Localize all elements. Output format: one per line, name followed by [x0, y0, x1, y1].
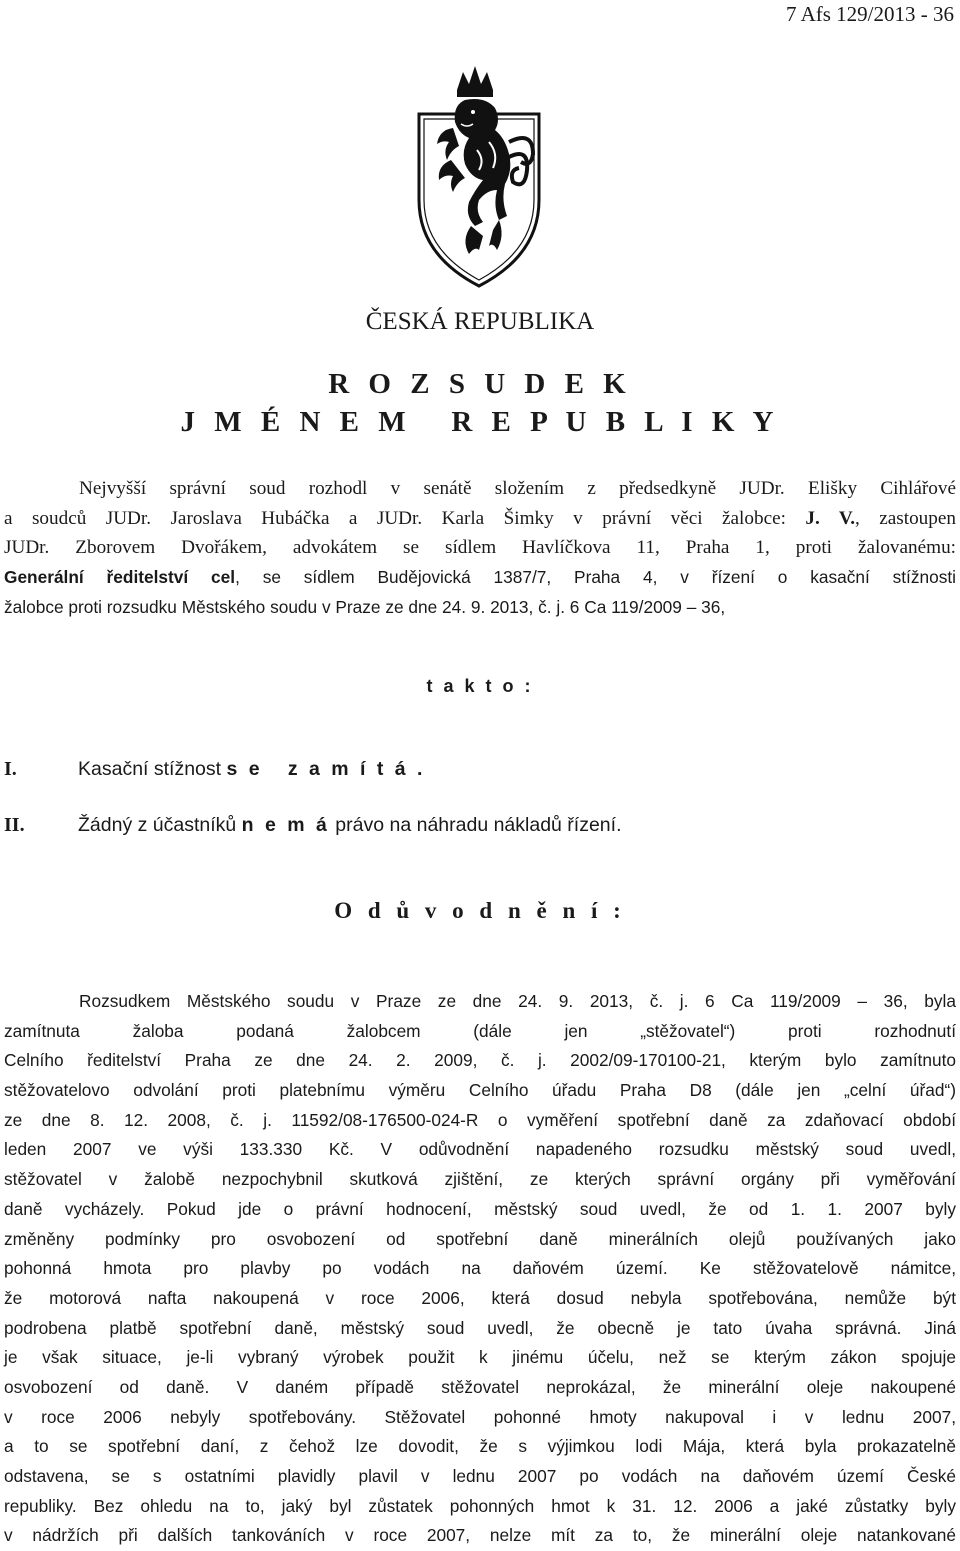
ruling-number: I.: [4, 758, 17, 780]
reasoning-line: odstavena, se s ostatními plavidly plavil v lednu 2007 po vodách na daňovém území České: [4, 1466, 956, 1486]
reasoning-line: stěžovatel v žalobě nezpochybnil skutková zjištění, ze kterých správní orgány při vyměřování: [4, 1169, 956, 1190]
ruling-text-after: právo na náhradu nákladů řízení.: [329, 814, 622, 836]
reasoning-line: je však situace, je-li vybraný výrobek použit k jinému účelu, než se kterým zákon spojuje: [4, 1347, 956, 1368]
intro-line-2a: a soudců JUDr. Jaroslava Hubáčka a JUDr. Karla Šimky v právní věci žalobce:: [4, 507, 806, 529]
ruling-item: [4, 814, 622, 837]
ruling-decision: n e m á: [241, 814, 330, 836]
reasoning-line: změněny podmínky pro osvobození od spotřební daně minerálních olejů používaných jako: [4, 1228, 956, 1249]
intro-line-3: JUDr. Zborovem Dvořákem, advokátem se sídlem Havlíčkova 11, Praha 1, proti žalovanému:: [4, 537, 956, 559]
reasoning-line: Celního ředitelství Praha ze dne 24. 2. 2009, č. j. 2002/09-170100-21, kterým bylo zamítnuto: [4, 1050, 956, 1071]
reasoning-line: daně vycházely. Pokud jde o právní hodnocení, městský soud uvedl, že od 1. 1. 2007 byly: [4, 1198, 956, 1219]
case-reference: 7 Afs 129/2013 - 36: [786, 2, 954, 26]
intro-line-4: [4, 563, 956, 593]
ruling-text: Kasační stížnost: [78, 758, 227, 780]
country-heading: ČESKÁ REPUBLIKA: [365, 308, 595, 335]
reasoning-line: osvobození od daně. V daném případě stěžovatel neprokázal, že minerální oleje nakoupené: [4, 1376, 956, 1397]
reasoning-line: stěžovatelovo odvolání proti platebnímu výměru Celního úřadu Praha D8 (dále jen „celní úřad“): [4, 1080, 956, 1101]
reasoning-line: v nádržích při dalších tankováních v roce 2007, nelze mít za to, že minerální oleje natankované: [4, 1525, 956, 1546]
verdict-subheading: J M É N E M R E P U B L I K Y: [180, 406, 780, 438]
reasoning-line: a to se spotřební daní, z čehož lze dovodit, že s výjimkou lodi Mája, která byla prokazatelně: [4, 1436, 956, 1457]
czech-lion-coat-of-arms-icon: [413, 50, 545, 290]
ruling-decision: s e z a m í t á .: [226, 758, 426, 780]
defendant-name: Generální ředitelství cel: [4, 567, 236, 588]
intro-line-1: Nejvyšší správní soud rozhodl v senátě složením z předsedkyně JUDr. Elišky Cihlářové: [79, 478, 956, 499]
plaintiff-name: J. V.: [805, 507, 856, 529]
takto-heading: t a k t o :: [426, 676, 534, 696]
intro-line-2: [4, 504, 956, 534]
verdict-heading: R O Z S U D E K: [328, 368, 632, 400]
reasoning-paragraph: [4, 987, 956, 1551]
reasoning-line: ze dne 8. 12. 2008, č. j. 11592/08-176500-024-R o vyměření spotřební daně za zdaňovací období: [4, 1109, 956, 1130]
reasoning-line: republiky. Bez ohledu na to, jaký byl zůstatek pohonných hmot k 31. 12. 2006 a jaké zůstatky byly: [4, 1495, 956, 1516]
reasoning-heading: O d ů v o d n ě n í :: [334, 898, 626, 923]
reasoning-line: podrobena platbě spotřební daně, městský soud uvedl, že obecně je tato úvaha správná. Jiná: [4, 1317, 956, 1338]
intro-line-5: žalobce proti rozsudku Městského soudu v Praze ze dne 24. 9. 2013, č. j. 6 Ca 119/2009 – 36,: [4, 596, 726, 617]
intro-line-4b: , se sídlem Budějovická 1387/7, Praha 4, v řízení o kasační stížnosti: [235, 567, 957, 588]
ruling-item: [4, 758, 425, 781]
reasoning-line: v roce 2006 nebyly spotřebovány. Stěžovatel pohonné hmoty nakupoval i v lednu 2007,: [4, 1406, 956, 1427]
reasoning-line: zamítnuta žaloba podaná žalobcem (dále jen „stěžovatel“) proti rozhodnutí: [4, 1020, 956, 1041]
reasoning-line: pohonná hmota pro plavby po vodách na daňovém území. Ke stěžovatelově námitce,: [4, 1258, 956, 1279]
intro-line-2c: , zastoupen: [855, 507, 956, 529]
reasoning-line: že motorová nafta nakoupená v roce 2006, která dosud nebyla spotřebována, nemůže být: [4, 1287, 956, 1308]
ruling-text: Žádný z účastníků: [78, 814, 242, 836]
ruling-number: II.: [4, 814, 25, 836]
reasoning-line: Rozsudkem Městského soudu v Praze ze dne 24. 9. 2013, č. j. 6 Ca 119/2009 – 36, byla: [79, 991, 956, 1011]
intro-paragraph: [4, 474, 956, 623]
reasoning-line: leden 2007 ve výši 133.330 Kč. V odůvodnění napadeného rozsudku městský soud uvedl,: [4, 1139, 956, 1160]
